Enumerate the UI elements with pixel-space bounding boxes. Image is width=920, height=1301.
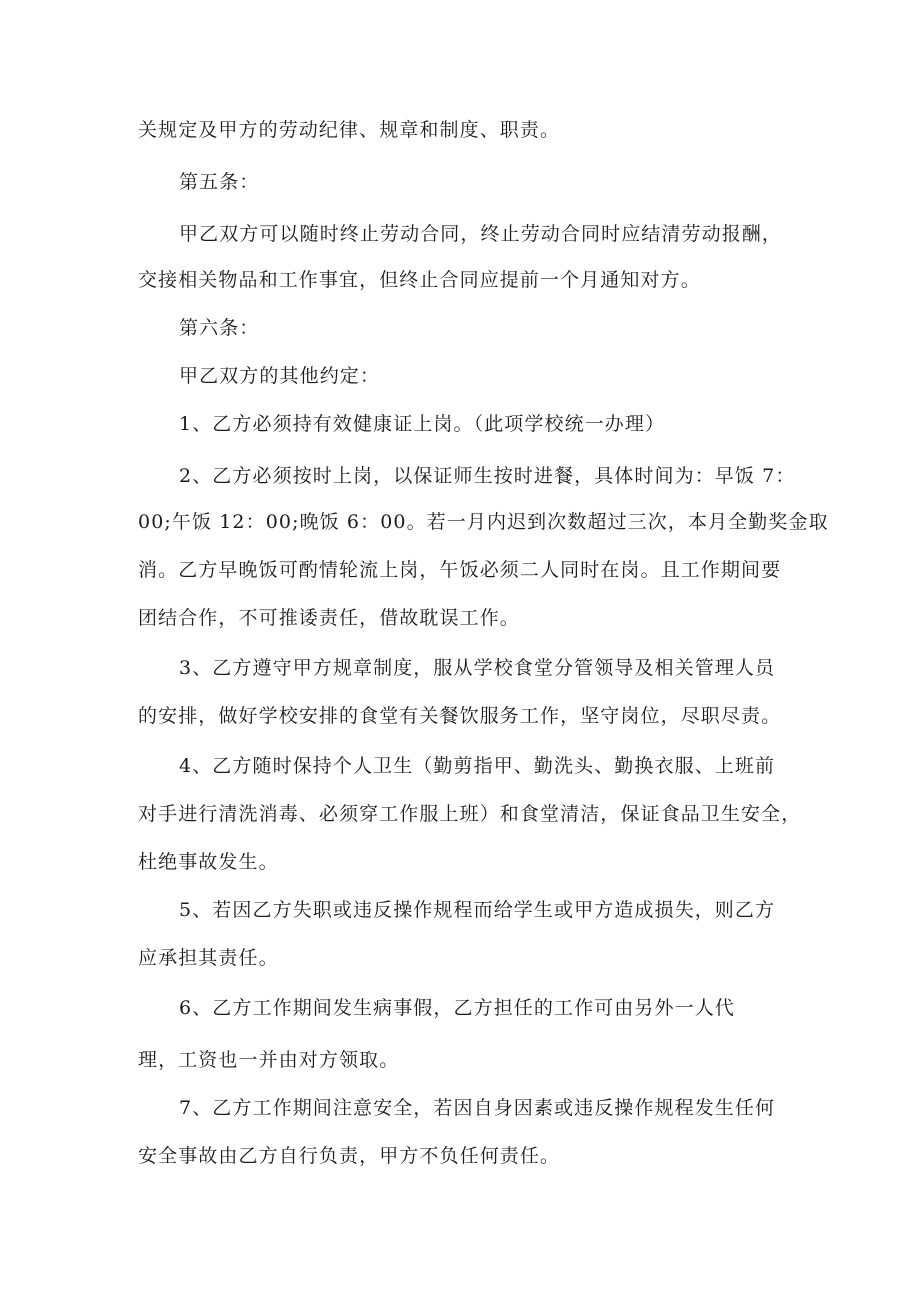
text-line: 理，工资也一并由对方领取。 bbox=[138, 1049, 400, 1071]
text-line: 的安排，做好学校安排的食堂有关餐饮服务工作，坚守岗位，尽职尽责。 bbox=[138, 705, 782, 727]
text-line: 应承担其责任。 bbox=[138, 947, 279, 969]
list-item: 1、乙方必须持有效健康证上岗。（此项学校统一办理） bbox=[179, 413, 666, 435]
text-line: 对手进行清洗消毒、必须穿工作服上班）和食堂清洁，保证食品卫生安全， bbox=[138, 803, 802, 825]
list-item: 3、乙方遵守甲方规章制度，服从学校食堂分管领导及相关管理人员 bbox=[179, 657, 776, 679]
text-line: 消。乙方早晚饭可酌情轮流上岗，午饭必须二人同时在岗。且工作期间要 bbox=[138, 559, 782, 581]
text-line: 安全事故由乙方自行负责，甲方不负任何责任。 bbox=[138, 1145, 561, 1167]
article-heading: 第六条： bbox=[179, 317, 260, 339]
list-item: 2、乙方必须按时上岗，以保证师生按时进餐，具体时间为：早饭 7： bbox=[179, 465, 796, 487]
text-line: 杜绝事故发生。 bbox=[138, 851, 279, 873]
list-item: 6、乙方工作期间发生病事假，乙方担任的工作可由另外一人代 bbox=[179, 997, 735, 1019]
text-line: 甲乙双方可以随时终止劳动合同，终止劳动合同时应结清劳动报酬， bbox=[179, 223, 783, 245]
article-heading: 第五条： bbox=[179, 171, 260, 193]
list-item: 7、乙方工作期间注意安全，若因自身因素或违反操作规程发生任何 bbox=[179, 1097, 776, 1119]
text-line: 00;午饭 12：00;晚饭 6：00。若一月内迟到次数超过三次，本月全勤奖金取 bbox=[138, 511, 829, 533]
text-line: 关规定及甲方的劳动纪律、规章和制度、职责。 bbox=[138, 119, 561, 141]
list-item: 4、乙方随时保持个人卫生（勤剪指甲、勤洗头、勤换衣服、上班前 bbox=[179, 755, 776, 777]
text-line: 团结合作，不可推诿责任，借故耽误工作。 bbox=[138, 607, 520, 629]
text-line: 交接相关物品和工作事宜，但终止合同应提前一个月通知对方。 bbox=[138, 269, 701, 291]
text-line: 甲乙双方的其他约定： bbox=[179, 365, 381, 387]
list-item: 5、若因乙方失职或违反操作规程而给学生或甲方造成损失，则乙方 bbox=[179, 899, 776, 921]
